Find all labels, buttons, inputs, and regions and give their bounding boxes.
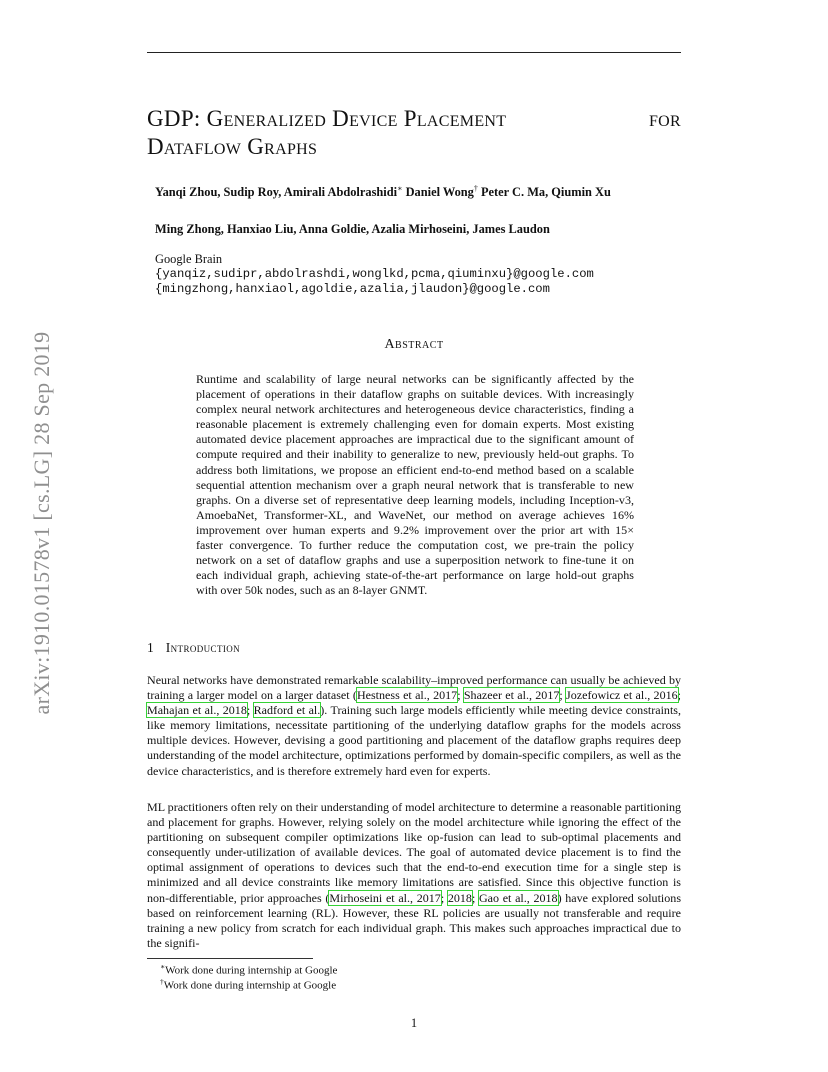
footnote-text: Work done during internship at Google [165,964,338,977]
section-heading [147,640,240,656]
footnote-1 [160,962,337,977]
citation-link[interactable]: Mirhoseini et al., 2017 [329,890,441,905]
email-list-2: {mingzhong,hanxiaol,agoldie,azalia,jlaudon}@google.com [155,282,550,296]
title-fragment: G [241,134,265,159]
author-list-line-2: Ming Zhong, Hanxiao Liu, Anna Goldie, Azalia Mirhoseini, James Laudon [155,222,550,236]
citation-link[interactable]: Radford et al. [253,703,321,718]
email-list-1: {yanqiz,sudipr,abdolrashdi,wonglkd,pcma,qiuminxu}@google.com [155,267,594,281]
title-fragment: P [397,106,417,131]
paragraph-text: ). Training such large models efficiently while meeting device constraints, like memory limitations, necessitate partitioning of the underlying dataflow graphs for the models across multiple devices. However, devising a good partitioning and placement of the dataflow graphs requires deep understanding of the model architecture, optimizations performed by domain-specific compilers, as well as the device characteristics, and is therefore extremely hard even for experts. [147,703,682,778]
separator: ; [246,703,254,718]
citation-link[interactable]: 2018 [447,890,472,905]
citation-link[interactable]: Mahajan et al., 2018 [147,703,247,718]
arxiv-identifier: arXiv:1910.01578v1 [cs.LG] 28 Sep 2019 [29,331,54,715]
top-rule [147,52,681,53]
separator: ; [457,688,464,703]
footnote-marker: ∗ [160,962,166,971]
abstract-body: Runtime and scalability of large neural networks can be significantly affected by the placement of operations in their dataflow graphs on suitable devices. With increasingly complex neural network architectures and heterogeneous device characteristics, finding a reasonable placement is extremely challenging even for domain experts. Most existing automated device placement approaches are impractical due to the significant amount of compute required and their inability to generalize to new, previously held-out graphs. To address both limitations, we propose an efficient end-to-end method based on a scalable sequential attention mechanism over a graph neural network that is transferable to new graphs. On a diverse set of representative deep learning models, including Inception-v3, AmoebaNet, Transformer-XL, and WaveNet, our method on average achieves 16% improvement over human experts and 9.2% improvement over the prior art with 15× faster convergence. To further reduce the computation cost, we pre-train the policy network on a set of dataflow graphs and use a superposition network to fine-tune it on each individual graph, achieving state-of-the-art performance on large hold-out graphs with over 50k nodes, such as an 8-layer GNMT. [196,372,634,598]
citation-link[interactable]: Hestness et al., 2017 [356,688,458,703]
author-list-line-1 [155,184,611,200]
title-fragment: for [648,106,681,131]
title-fragment: D [326,106,350,131]
title-fragment: evice [349,106,398,131]
title-fragment: eneralized [223,106,327,131]
abstract-heading: Abstract [384,337,444,352]
footnote-marker: † [160,977,164,986]
separator: ; [440,890,448,905]
separator: ; [471,890,479,905]
citation-link[interactable]: Shazeer et al., 2017 [463,688,560,703]
footnote-marker[interactable]: † [473,184,478,193]
paragraph-text: ) have explored solutions based on reinforcement learning (RL). However, these RL policies are usually not transferable and require training a new policy from scratch for each individual graph. This makes such approaches impractical due to the signifi- [147,890,682,950]
organization: Google Brain [155,252,223,266]
paragraph-text: ML practitioners often rely on their understanding of model architecture to determine a reasonable partitioning and placement for graphs. However, relying solely on the model architecture while ignoring the effect of the partitioning on subsequent compiler optimizations like op-fusion can lead to sub-optimal placements and consequently under-utilization of available devices. The goal of automated device placement is to find the optimal assignment of operations to devices such that the end-to-end execution time for a single step is minimized and all device constraints like memory limitations are satisfied. Since this objective function is non-differentiable, prior approaches ( [147,800,681,905]
page-number: 1 [410,1016,418,1030]
title-fragment: D [147,134,164,159]
paper-title [147,105,681,161]
title-fragment: lacement [416,106,507,131]
author-names: Yanqi Zhou, Sudip Roy, Amirali Abdolrashidi [155,185,398,200]
separator: ; [677,688,681,703]
intro-paragraph-2 [147,800,681,951]
footnote-2 [160,977,336,992]
paragraph-text: Neural networks have demonstrated remarkable scalability–improved performance can usually be achieved by training a larger model on a larger dataset ( [147,673,681,703]
intro-paragraph-1 [147,673,681,779]
section-number: 1 [147,640,154,655]
separator: ; [559,688,567,703]
title-fragment: raphs [264,134,318,159]
footnote-text: Work done during internship at Google [163,979,337,992]
author-names: Daniel Wong [402,185,474,200]
section-title: Introduction [165,640,241,655]
citation-link[interactable]: Jozefowicz et al., 2016 [566,688,678,703]
title-fragment: GDP: G [147,106,224,131]
affiliation-block [155,252,594,297]
footnote-marker[interactable]: ∗ [397,184,403,193]
citation-link[interactable]: Gao et al., 2018 [478,890,558,905]
footnote-rule [147,958,313,959]
title-fragment: ataflow [163,134,242,159]
author-names: Peter C. Ma, Qiumin Xu [477,185,611,200]
